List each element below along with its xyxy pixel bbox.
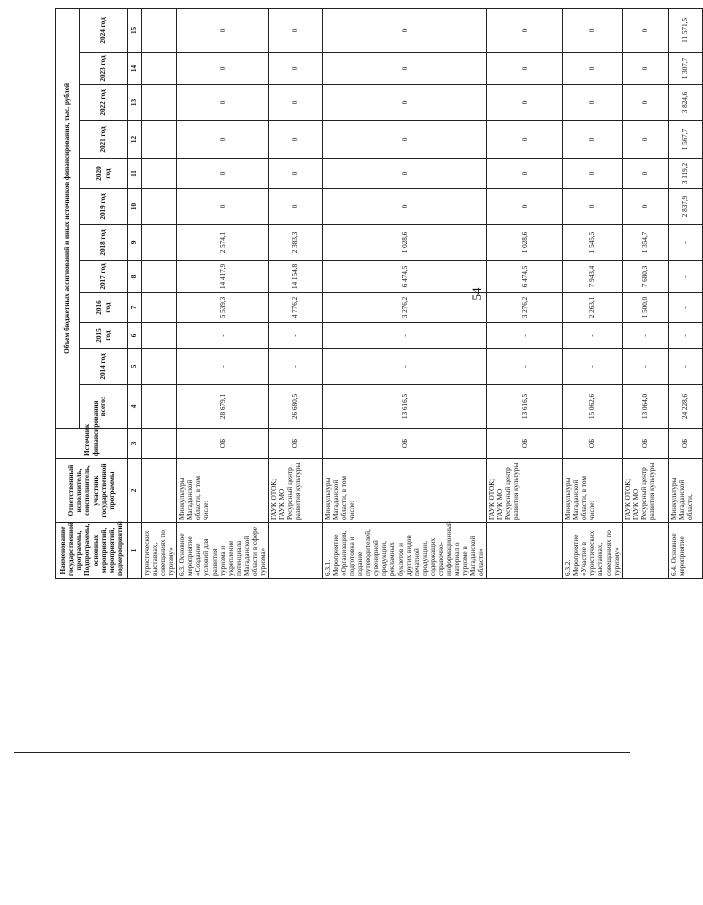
- row-value-cell: 13 064,0: [622, 385, 668, 429]
- row-value-cell: 0: [177, 8, 269, 52]
- row-value-cell: 6 474,5: [487, 261, 563, 293]
- row-value-cell: 4 776,2: [268, 293, 322, 323]
- header-year: 2014 год: [80, 349, 128, 385]
- row-value-cell: [142, 189, 177, 225]
- row-value-cell: -: [668, 225, 702, 261]
- column-number-row: [128, 8, 142, 578]
- row-value-cell: 26 680,5: [268, 385, 322, 429]
- col-number: 7: [128, 293, 142, 323]
- row-value-cell: [142, 261, 177, 293]
- row-value-cell: 0: [487, 53, 563, 85]
- table-row: [668, 8, 702, 578]
- col-number: 3: [128, 429, 142, 459]
- table-row: [322, 8, 486, 578]
- row-value-cell: 0: [177, 121, 269, 159]
- row-value-cell: [142, 293, 177, 323]
- col-number: 8: [128, 261, 142, 293]
- row-value-cell: 0: [268, 121, 322, 159]
- row-value-cell: 0: [487, 189, 563, 225]
- header-year: 2016 год: [80, 293, 128, 323]
- col-number: 12: [128, 121, 142, 159]
- rotated-table-sheet: [55, 9, 694, 579]
- row-executor-cell: [142, 459, 177, 523]
- funding-table: [55, 8, 703, 579]
- row-value-cell: 0: [487, 8, 563, 52]
- row-value-cell: -: [668, 349, 702, 385]
- header-name: Наименование государственной программы, Подпрограммы, основных мероприятий, мероприятий, подмероприятий: [56, 523, 128, 579]
- col-number: 11: [128, 159, 142, 189]
- row-value-cell: 0: [177, 85, 269, 121]
- header-year: 2024 год: [80, 8, 128, 52]
- table-row: [268, 8, 322, 578]
- page-number: 54: [469, 287, 484, 301]
- row-executor-cell: ГАУК ОТОК; ГАУК МО Ресурсный центр развития культуры: [622, 459, 668, 523]
- row-source-cell: [142, 429, 177, 459]
- row-value-cell: 3 276,2: [322, 293, 486, 323]
- table-row: [142, 8, 177, 578]
- header-year: 2021 год: [80, 121, 128, 159]
- row-value-cell: 0: [563, 121, 622, 159]
- col-number: 6: [128, 323, 142, 349]
- row-value-cell: [142, 8, 177, 52]
- row-value-cell: 13 616,5: [487, 385, 563, 429]
- row-value-cell: 1 354,7: [622, 225, 668, 261]
- row-value-cell: 0: [268, 189, 322, 225]
- header-executor: Ответственный исполнитель, соисполнитель, участник государственной программы: [56, 459, 128, 523]
- row-value-cell: 5 539,3: [177, 293, 269, 323]
- row-value-cell: 0: [322, 189, 486, 225]
- row-value-cell: -: [563, 323, 622, 349]
- header-volume: Объем бюджетных ассигнований и иных источников финансирования, тыс. рублей: [56, 8, 80, 428]
- table-row: [487, 8, 563, 578]
- row-value-cell: 7 943,4: [563, 261, 622, 293]
- row-value-cell: -: [322, 349, 486, 385]
- row-value-cell: 3 119,2: [668, 159, 702, 189]
- row-value-cell: 0: [622, 159, 668, 189]
- header-year: 2019 год: [80, 189, 128, 225]
- row-executor-cell: Минкультуры Магаданской области, в том числе:: [177, 459, 269, 523]
- row-value-cell: 0: [563, 53, 622, 85]
- row-source-cell: ОБ: [268, 429, 322, 459]
- row-name-cell: 6.4. Основное мероприятие: [668, 523, 702, 579]
- col-number: 1: [128, 523, 142, 579]
- header-year: 2018 год: [80, 225, 128, 261]
- row-value-cell: 1 028,6: [487, 225, 563, 261]
- header-year: 2017 год: [80, 261, 128, 293]
- table-row: [177, 8, 269, 578]
- row-value-cell: 0: [177, 189, 269, 225]
- row-value-cell: 14 417,9: [177, 261, 269, 293]
- row-value-cell: 15 062,6: [563, 385, 622, 429]
- row-name-cell: [268, 523, 322, 579]
- row-executor-cell: Минкультуры Магаданской области, в том числе:: [322, 459, 486, 523]
- row-value-cell: [142, 121, 177, 159]
- header-year: 2023 год: [80, 53, 128, 85]
- row-source-cell: ОБ: [563, 429, 622, 459]
- row-value-cell: 0: [622, 189, 668, 225]
- col-number: 15: [128, 8, 142, 52]
- row-value-cell: 0: [322, 53, 486, 85]
- row-value-cell: 0: [322, 85, 486, 121]
- row-value-cell: [142, 323, 177, 349]
- row-value-cell: 0: [563, 189, 622, 225]
- row-value-cell: -: [487, 323, 563, 349]
- row-value-cell: 1 567,7: [668, 121, 702, 159]
- row-value-cell: 0: [487, 85, 563, 121]
- row-value-cell: 0: [622, 85, 668, 121]
- row-source-cell: ОБ: [177, 429, 269, 459]
- row-value-cell: 0: [563, 159, 622, 189]
- col-number: 10: [128, 189, 142, 225]
- row-value-cell: 0: [487, 159, 563, 189]
- row-value-cell: -: [668, 323, 702, 349]
- row-value-cell: 0: [177, 159, 269, 189]
- row-executor-cell: Минкультуры Магаданской области, в том числе:: [563, 459, 622, 523]
- row-value-cell: [142, 53, 177, 85]
- header-year: 2022 год: [80, 85, 128, 121]
- horizontal-divider: [14, 752, 630, 753]
- header-source: Источник финансирования: [56, 429, 128, 459]
- col-number: 13: [128, 85, 142, 121]
- row-value-cell: -: [268, 349, 322, 385]
- header-year: 2020 год: [80, 159, 128, 189]
- row-value-cell: 1 500,0: [622, 293, 668, 323]
- row-name-cell: 6.3.2. Мероприятие «Участие в туристических выставках, совещаниях по туризму»: [563, 523, 622, 579]
- row-name-cell: [487, 523, 563, 579]
- row-value-cell: 2 263,1: [563, 293, 622, 323]
- col-number: 2: [128, 459, 142, 523]
- row-name-cell: туристических выставках, совещаниях по туризму»: [142, 523, 177, 579]
- row-value-cell: 0: [622, 8, 668, 52]
- row-name-cell: [622, 523, 668, 579]
- row-value-cell: 0: [177, 53, 269, 85]
- row-value-cell: 0: [322, 159, 486, 189]
- row-value-cell: -: [622, 323, 668, 349]
- row-value-cell: -: [322, 323, 486, 349]
- row-value-cell: -: [668, 293, 702, 323]
- row-executor-cell: Минкультуры Магаданской области,: [668, 459, 702, 523]
- row-value-cell: [142, 85, 177, 121]
- row-value-cell: [142, 385, 177, 429]
- row-source-cell: ОБ: [668, 429, 702, 459]
- row-value-cell: 6 474,5: [322, 261, 486, 293]
- row-value-cell: 0: [322, 121, 486, 159]
- row-name-cell: 6.3.1. Мероприятие «Организация, подготовка и издание путеводителей, сувенирной продукции, рекламных буклетов и других видов печатной продукции, содержащих справочно-информационный материал о туризме в Магаданской области»: [322, 523, 486, 579]
- row-value-cell: 1 307,7: [668, 53, 702, 85]
- row-value-cell: 0: [268, 8, 322, 52]
- row-executor-cell: ГАУК ОТОК; ГАУК МО Ресурсный центр развития культуры: [487, 459, 563, 523]
- col-number: 4: [128, 385, 142, 429]
- row-value-cell: 13 616,5: [322, 385, 486, 429]
- row-value-cell: 0: [622, 53, 668, 85]
- table-body: [142, 8, 703, 578]
- row-source-cell: ОБ: [622, 429, 668, 459]
- table-row: [563, 8, 622, 578]
- row-value-cell: 3 824,6: [668, 85, 702, 121]
- row-value-cell: 24 228,6: [668, 385, 702, 429]
- table-row: [622, 8, 668, 578]
- row-value-cell: [142, 349, 177, 385]
- row-value-cell: -: [622, 349, 668, 385]
- row-value-cell: 2 383,3: [268, 225, 322, 261]
- row-value-cell: -: [563, 349, 622, 385]
- row-value-cell: -: [177, 349, 269, 385]
- row-value-cell: 11 571,5: [668, 8, 702, 52]
- header-total: всего:: [80, 385, 128, 429]
- row-value-cell: 14 154,8: [268, 261, 322, 293]
- row-value-cell: -: [487, 349, 563, 385]
- row-value-cell: 7 680,3: [622, 261, 668, 293]
- row-name-cell: 6.3. Основное мероприятие «Создание условий для развития туризма и укрепление потенциала Магаданской области в сфере туризма»: [177, 523, 269, 579]
- row-value-cell: -: [268, 323, 322, 349]
- row-value-cell: 0: [322, 8, 486, 52]
- col-number: 9: [128, 225, 142, 261]
- row-value-cell: -: [177, 323, 269, 349]
- row-value-cell: 1 545,5: [563, 225, 622, 261]
- row-value-cell: 3 276,2: [487, 293, 563, 323]
- row-value-cell: [142, 159, 177, 189]
- row-value-cell: 0: [622, 121, 668, 159]
- row-value-cell: 2 837,9: [668, 189, 702, 225]
- row-value-cell: 1 028,6: [322, 225, 486, 261]
- row-value-cell: 0: [563, 85, 622, 121]
- row-value-cell: 2 574,1: [177, 225, 269, 261]
- row-value-cell: [142, 225, 177, 261]
- col-number: 14: [128, 53, 142, 85]
- row-value-cell: -: [668, 261, 702, 293]
- row-executor-cell: ГАУК ОТОК; ГАУК МО Ресурсный центр развития культуры: [268, 459, 322, 523]
- row-value-cell: 0: [487, 121, 563, 159]
- row-source-cell: ОБ: [487, 429, 563, 459]
- row-value-cell: 0: [268, 85, 322, 121]
- row-value-cell: 0: [268, 53, 322, 85]
- row-value-cell: 28 679,1: [177, 385, 269, 429]
- row-source-cell: ОБ: [322, 429, 486, 459]
- row-value-cell: 0: [563, 8, 622, 52]
- header-year: 2015 год: [80, 323, 128, 349]
- row-value-cell: 0: [268, 159, 322, 189]
- col-number: 5: [128, 349, 142, 385]
